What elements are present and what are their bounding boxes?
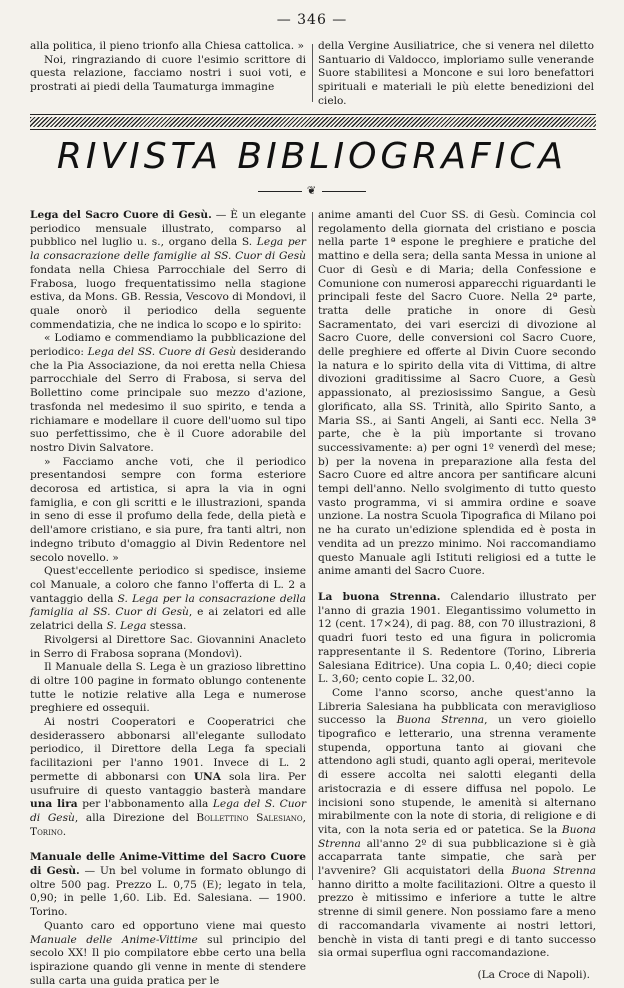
- review-manuale: Manuale delle Anime-Vittime del Sacro Cuore di Gesù. — Un bel volume in formato oblungo di oltre 500 pag. Prezzo L. 0,75 (E); legato in tela, 0,90; in pelle 1,60. Lib. Ed. Salesiana. — 1900. Torino.: [30, 851, 306, 919]
- review-lega: Lega del Sacro Cuore di Gesù. — È un elegante periodico mensuale illustrato, comparso al pubblico nel luglio u. s., organo della S. Lega per la consacrazione delle famiglie al SS. Cuor di Gesù fondata nella Chiesa Parrocchiale del Serro di Frabosa, luogo frequentatissimo nella stagione estiva, da Mons. GB. Ressia, Vescovo di Mondovi, il quale onorò il periodico della seguente commendatizia, che ne indica lo scopo e lo spirito:: [30, 209, 306, 331]
- column-divider: [312, 44, 313, 102]
- paragraph: anime amanti del Cuor SS. di Gesù. Comincia col regolamento della giornata del cristiano e poscia nella parte 1ª espone le preghiere e pratiche del mattino e della sera; della santa Messa in unione al Cuor di Gesù e di Maria; della Confessione e Comunione con numerosi apparecchi riguardanti le principali feste del Sacro Cuore. Nella 2ª parte, tratta delle pratiche in onore di Gesù Sacramentato, dei vari esercizi di divozione al Sacro Cuore, delle conversioni col Sacro Cuore, delle preghiere ed offerte al Divin Cuore secondo la natura e lo spirito della vita di Vittima, di altre divozioni graditissime al Sacro Cuore, a Gesù appassionato, al preziosissimo Sangue, a Gesù glorificato, alla SS. Trinità, allo Spirito Santo, a Maria SS., ai Santi Angeli, ai Santi ecc. Nella 3ª parte, che è la più importante si trovano successivamente: a) per ogni 1º venerdì del mese; b) per la novena in preparazione alla festa del Sacro Cuore ed altre ancora per santificare alcuni tempi dell'anno. Nello svolgimento di tutto questo vasto programma, vi si ammira ordine e soave unzione. La nostra Scuola Tipografica di Milano poi ne ha curato un'edizione splendida ed è posta in vendita ad un prezzo minimo. Noi raccomandiamo questo Manuale agli Istituti religiosi ed a tutte le anime amanti del Sacro Cuore.: [318, 209, 596, 578]
- paragraph: alla politica, il pieno trionfo alla Chiesa cattolica. »: [30, 40, 304, 52]
- quote-paragraph: « Lodiamo e commendiamo la pubblicazione del periodico: Lega del SS. Cuore di Gesù desiderando che la Pia Associazione, da noi eretta nella Chiesa parrocchiale del Serro di Frabosa, si serva del Bollettino come principale suo mezzo d'azione, trasfonda nel medesimo il suo spirito, e tenda a richiamare e modellare il cuore dell'uomo sul tipo suo perfettissimo, che è il Cuore adorabile del nostro Divin Salvatore.: [30, 332, 307, 454]
- paragraph: Quanto caro ed opportuno viene mai questo Manuale delle Anime-Vittime sul principio del secolo XX! Il pio compilatore ebbe certo una bella ispirazione quando gli venne in mente di stendere sulla carta una guida pratica per le: [30, 919, 306, 987]
- paragraph: Ai nostri Cooperatori e Cooperatrici che desiderassero abbonarsi all'elegante sullodato periodico, il Direttore della Lega fa speciali facilitazioni per l'anno 1901. Invece di L. 2 permette di abbonarsi con UNA sola lira. Per usufruire di questo vantaggio basterà mandare una lira per l'abbonamento alla Lega del S. Cuor di Gesù, alla Direzione del Bollettino Salesiano, Torino.: [30, 716, 307, 838]
- paragraph: Il Manuale della S. Lega è un grazioso librettino di oltre 100 pagine in formato oblungo contenente tutte le notizie relative alla Lega e numerose preghiere ed ossequii.: [30, 661, 306, 715]
- banner-rule-thin: [30, 114, 596, 115]
- review-strenna: La buona Strenna. Calendario illustrato per l'anno di grazia 1901. Elegantissimo volumetto in 12 (cent. 17×24), di pag. 88, con 70 illustrazioni, 8 quadri fuori testo ed una figura in policromia rappresentante il S. Redentore (Torino, Libreria Salesiana Editrice). Una copia L. 0,40; dieci copie L. 3,60; cento copie L. 32,00.: [318, 590, 596, 686]
- ornament-divider: ❦: [0, 184, 624, 197]
- right-column: [318, 209, 596, 983]
- paragraph: Come l'anno scorso, anche quest'anno la Libreria Salesiana ha pubblicata con meraviglioso successo la Buona Strenna, un vero gioiello tipografico e letterario, una strenna veramente stupenda, opportuna tanto ai giovani che attendono agli studi, quanto agli operai, meritevole di essere accolta nei salotti eleganti della aristocrazia e di essere diffusa nel popolo. Le incisioni sono stupende, le amenità si alternano mirabilmente con la note di storia, di religione e di vita, con la nota seria ed or patetica. Se la Buona Strenna all'anno 2º di sua pubblicazione si è già accaparrata tante simpatie, che sarà per l'avvenire? Gli acquistatori della Buona Strenna hanno diritto a molte facilitazioni. Oltre a questo il prezzo è mitissimo e inferiore a tutte le altre strenne di simil genere. Non possiamo fare a meno di raccomandarla vivamente ai nostri lettori, benchè in vista di tanti pregi e di tanto successo sia ormai superflua ogni raccomandazione.: [318, 686, 596, 960]
- paragraph: Quest'eccellente periodico si spedisce, insieme col Manuale, a coloro che fanno l'offerta di L. 2 a vantaggio della S. Lega per la consacrazione della famiglia al SS. Cuor di Gesù, e ai zelatori ed alle zelatrici della S. Lega stessa.: [30, 565, 307, 633]
- section-title: RIVISTA BIBLIOGRAFICA: [56, 136, 568, 177]
- top-left-column: [30, 40, 306, 95]
- column-divider: [312, 212, 313, 880]
- banner-rule-hatched: [30, 117, 596, 127]
- page-number: — 346 —: [276, 12, 348, 28]
- review-heading: La buona Strenna.: [318, 590, 441, 603]
- banner-rule-thin: [30, 129, 596, 130]
- source-citation: (La Croce di Napoli).: [477, 968, 590, 981]
- paragraph: della Vergine Ausiliatrice, che si venera nel diletto Santuario di Valdocco, imploriamo sulle venerande Suore stabilitesi a Moncone e sui loro benefattori spirituali e materiali le più elette benedizioni del cielo.: [318, 40, 594, 107]
- top-right-column: [318, 40, 594, 109]
- left-column: [30, 209, 306, 988]
- paragraph: Noi, ringraziando di cuore l'esimio scrittore di questa relazione, facciamo nostri i suoi voti, e prostrati ai piedi della Taumaturga immagine: [30, 53, 306, 94]
- quote-paragraph: » Facciamo anche voti, che il periodico presentandosi sempre con forma esteriore decorosa ed artistica, si apra la via in ogni famiglia, e con gli scritti e le illustrazioni, spanda in seno di esse il profumo della fede, della pietà e dell'amore cristiano, e sia pure, fra tanti altri, non indegno tributo d'omaggio al Divin Redentore nel secolo novello. »: [30, 455, 306, 564]
- review-heading: Lega del Sacro Cuore di Gesù.: [30, 209, 212, 221]
- paragraph: Rivolgersi al Direttore Sac. Giovannini Anacleto in Serro di Frabosa soprana (Mondovì).: [30, 633, 306, 660]
- review-heading: Manuale delle Anime-Vittime del Sacro Cuore di Gesù.: [30, 851, 306, 878]
